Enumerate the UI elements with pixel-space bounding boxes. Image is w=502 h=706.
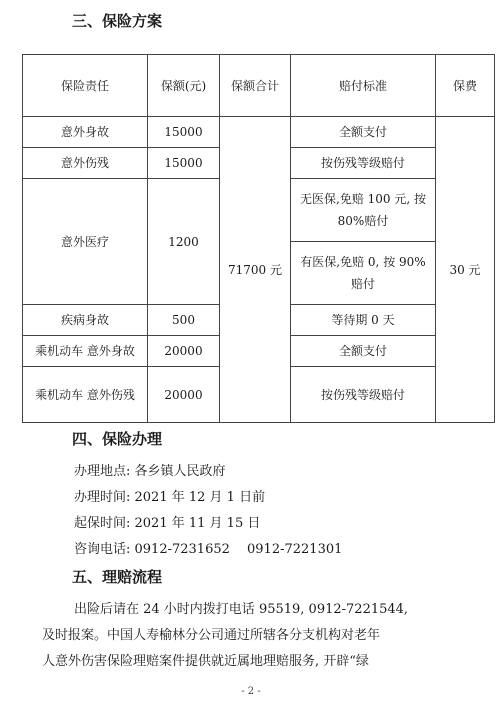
standard-cell: 全额支付 [291,117,436,148]
section-5-title: 五、理赔流程 [72,568,163,586]
header-premium: 保费 [436,55,495,117]
amount-cell: 15000 [148,117,220,148]
coverage-cell: 乘机动车 意外伤残 [23,367,148,423]
claims-paragraph-line-1: 出险后请在 24 小时内拨打电话 95519, 0912-7221544, [74,602,409,617]
amount-cell: 1200 [148,179,220,305]
table-row [23,117,495,148]
coverage-cell: 意外伤残 [23,148,148,179]
office-location: 办理地点: 各乡镇人民政府 [74,464,226,479]
page-number: - 2 - [241,686,261,697]
coverage-start-date: 起保时间: 2021 年 11 月 15 日 [74,516,261,531]
standard-cell: 有医保,免赔 0, 按 90% 赔付 [291,242,436,305]
section-3-title: 三、保险方案 [72,12,163,30]
standard-cell: 全额支付 [291,336,436,367]
coverage-cell: 疾病身故 [23,305,148,336]
claims-paragraph-line-2: 及时报案。中国人寿榆林分公司通过所辖各分支机构对老年 [42,628,381,643]
amount-cell: 500 [148,305,220,336]
standard-cell: 等待期 0 天 [291,305,436,336]
table-header-row [23,55,495,117]
header-coverage: 保险责任 [23,55,148,117]
insurance-plan-table [22,54,495,423]
total-cell: 71700 元 [220,117,291,423]
claims-paragraph-line-3: 人意外伤害保险理赔案件提供就近属地理赔服务, 开辟“绿 [42,654,369,669]
standard-cell: 无医保,免赔 100 元, 按 80%赔付 [291,179,436,242]
premium-cell: 30 元 [436,117,495,423]
amount-cell: 20000 [148,367,220,423]
office-deadline: 办理时间: 2021 年 12 月 1 日前 [74,490,266,505]
standard-cell: 按伤残等级赔付 [291,367,436,423]
amount-cell: 20000 [148,336,220,367]
coverage-cell: 乘机动车 意外身故 [23,336,148,367]
standard-cell: 按伤残等级赔付 [291,148,436,179]
header-amount: 保额(元) [148,55,220,117]
section-4-title: 四、保险办理 [72,430,163,448]
header-standard: 赔付标准 [291,55,436,117]
coverage-cell: 意外医疗 [23,179,148,305]
header-total: 保额合计 [220,55,291,117]
coverage-cell: 意外身故 [23,117,148,148]
contact-phone: 咨询电话: 0912-7231652 0912-7221301 [74,542,343,557]
amount-cell: 15000 [148,148,220,179]
